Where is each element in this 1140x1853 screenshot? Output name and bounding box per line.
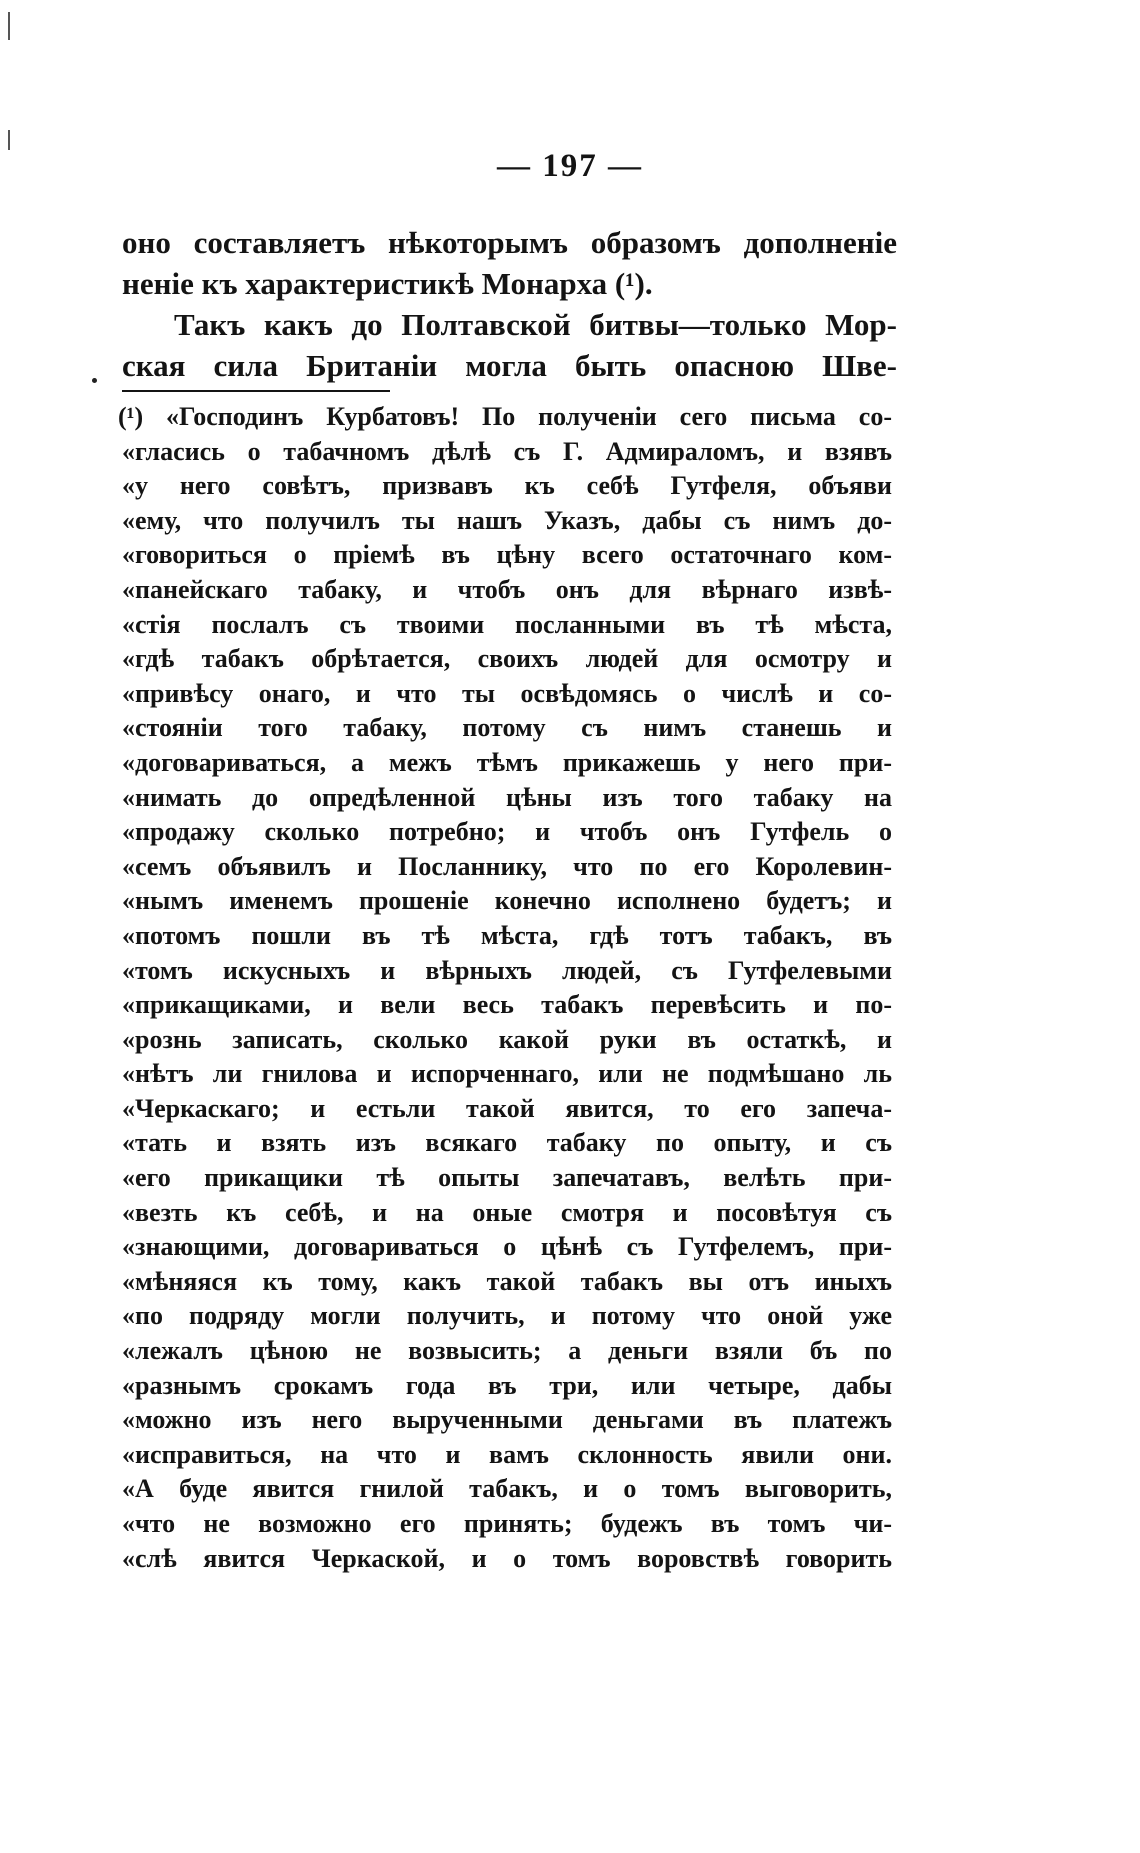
footnote-line: «тать и взять изъ всякаго табаку по опыту, и съ	[122, 1128, 892, 1158]
footnote-line: «Черкаскаго; и естьли такой явится, то его запеча-	[122, 1093, 892, 1123]
footnote-separator	[122, 390, 390, 392]
footnote-line: «по подряду могли получить, и потому что оной уже	[122, 1301, 892, 1331]
text-line: ская сила Британіи могла быть опасною Шве-	[122, 348, 897, 383]
text-line: неніе къ характеристикѣ Монарха (¹).	[122, 266, 653, 301]
footnote-line: «лежалъ цѣною не возвысить; а деньги взяли бъ по	[122, 1336, 892, 1366]
footnote-line: «нымъ именемъ прошеніе конечно исполнено будетъ; и	[122, 886, 892, 916]
footnote-line: «ему, что получилъ ты нашъ Указъ, дабы съ нимъ до-	[122, 505, 892, 535]
footnote-line: «его прикащики тѣ опыты запечатавъ, велѣть при-	[122, 1163, 892, 1193]
footnote-line: «продажу сколько потребно; и чтобъ онъ Гутфель о	[122, 817, 892, 847]
footnote-line: «семъ объявилъ и Посланнику, что по его Королевин-	[122, 851, 892, 881]
footnote-line: «договариваться, а межъ тѣмъ прикажешь у него при-	[122, 747, 892, 777]
footnote-line: «привѣсу онаго, и что ты освѣдомясь о числѣ и со-	[122, 678, 892, 708]
footnote-line: «знающими, договариваться о цѣнѣ съ Гутфелемъ, при-	[122, 1232, 892, 1262]
footnote-line: «можно изъ него вырученными деньгами въ платежъ	[122, 1405, 892, 1435]
footnote-line: «прикащиками, и вели весь табакъ перевѣсить и по-	[122, 990, 892, 1020]
footnote-line: «что не возможно его принять; будежъ въ томъ чи-	[122, 1509, 892, 1538]
footnote-line: «разнымъ срокамъ года въ три, или четыре, дабы	[122, 1370, 892, 1400]
footnote-line: (¹) «Господинъ Курбатовъ! По полученіи сего письма со-	[118, 402, 892, 431]
footnote-line: «стояніи того табаку, потому съ нимъ станешь и	[122, 713, 892, 743]
footnote-line: «томъ искусныхъ и вѣрныхъ людей, съ Гутфелевыми	[122, 955, 892, 985]
footnote-line: «панейскаго табаку, и чтобъ онъ для вѣрнаго извѣ-	[122, 574, 892, 604]
footnote-line: «везть къ себѣ, и на оные смотря и посовѣтуя съ	[122, 1197, 892, 1227]
footnote-line: «говориться о пріемѣ въ цѣну всего остаточнаго ком-	[122, 540, 892, 570]
text-line: оно составляетъ нѣкоторымъ образомъ дополненіе	[122, 225, 897, 260]
footnote-line: «потомъ пошли въ тѣ мѣста, гдѣ тотъ табакъ, въ	[122, 920, 892, 950]
footnote-line: «гласись о табачномъ дѣлѣ съ Г. Адмираломъ, и взявъ	[122, 436, 892, 466]
left-margin-mark	[8, 12, 10, 40]
footnote-line: «нѣтъ ли гнилова и испорченнаго, или не подмѣшано ль	[122, 1059, 892, 1089]
page-number: — 197 —	[497, 148, 643, 184]
footnote-line: «стія послалъ съ твоими посланными въ тѣ мѣста,	[122, 609, 892, 639]
footnote-line: «у него совѣтъ, призвавъ къ себѣ Гутфеля, объяви	[122, 471, 892, 501]
main-text	[122, 222, 897, 386]
footnote-line: «мѣняяся къ тому, какъ такой табакъ вы отъ иныхъ	[122, 1266, 892, 1296]
footnote	[118, 400, 892, 1576]
footnote-line: «слѣ явится Черкаской, и о томъ воровствѣ говорить	[122, 1543, 892, 1573]
left-margin-mark	[8, 130, 10, 150]
footnote-line: «А буде явится гнилой табакъ, и о томъ выговорить,	[122, 1474, 892, 1504]
footnote-line: «гдѣ табакъ обрѣтается, своихъ людей для осмотру и	[122, 644, 892, 674]
footnote-line: «рознь записать, сколько какой руки въ остаткѣ, и	[122, 1024, 892, 1054]
text-line: Такъ какъ до Полтавской битвы—только Мор-	[174, 307, 897, 342]
margin-speck	[92, 378, 97, 383]
footnote-line: «исправиться, на что и вамъ склонность явили они.	[122, 1439, 892, 1469]
footnote-line: «нимать до опредѣленной цѣны изъ того табаку на	[122, 782, 892, 812]
